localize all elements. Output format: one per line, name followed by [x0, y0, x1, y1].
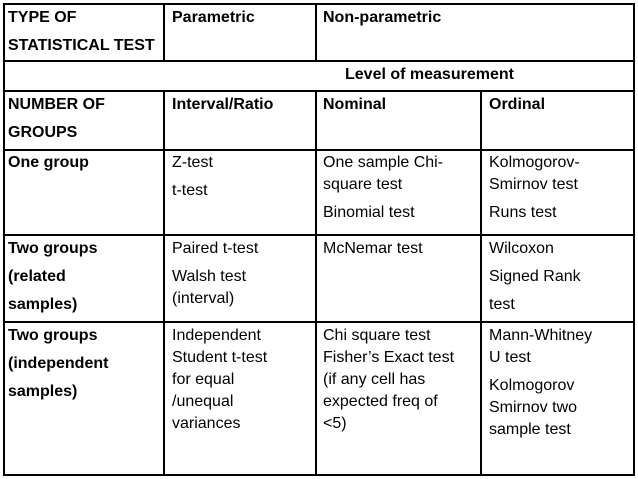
cell-line: McNemar test — [323, 240, 423, 257]
level-of-measurement-label: Level of measurement — [345, 66, 514, 83]
cell-line: One group — [8, 154, 89, 171]
row-divider — [3, 234, 635, 236]
independent-parametric-cell — [172, 325, 267, 435]
cell-line: Z-test — [172, 154, 213, 171]
type-of-test-header — [8, 7, 155, 57]
cell-line: Binomial test — [323, 204, 415, 221]
cell-line: Two groups — [8, 327, 98, 344]
cell-line: square test — [323, 176, 403, 193]
cell-line: Wilcoxon — [489, 240, 554, 257]
one-group-ordinal-cell — [489, 152, 580, 224]
cell-line: (interval) — [172, 290, 235, 307]
independent-ordinal-cell — [489, 325, 592, 441]
cell-line: U test — [489, 349, 531, 366]
cell-line: samples) — [8, 296, 78, 313]
row-divider — [3, 90, 635, 92]
cell-line: Smirnov test — [489, 176, 578, 193]
row-label-two-groups-independent — [8, 325, 108, 403]
nonparametric-header: Non-parametric — [323, 9, 442, 26]
related-nominal-cell — [323, 238, 423, 260]
column-divider — [480, 90, 482, 476]
cell-line: Two groups — [8, 240, 98, 257]
table-border-bottom — [3, 474, 635, 476]
column-divider — [315, 3, 317, 61]
ordinal-header: Ordinal — [489, 96, 546, 113]
header-label-line: STATISTICAL TEST — [8, 37, 155, 54]
cell-line: Kolmogorov — [489, 377, 575, 394]
row-divider — [3, 60, 635, 62]
cell-line: <5) — [323, 415, 347, 432]
cell-line: test — [489, 296, 515, 313]
cell-line: Paired t-test — [172, 240, 259, 257]
related-ordinal-cell — [489, 238, 581, 316]
row-divider — [3, 321, 635, 323]
one-group-nominal-cell — [323, 152, 443, 224]
one-group-parametric-cell — [172, 152, 213, 202]
cell-line: Smirnov two — [489, 399, 578, 416]
cell-line: Signed Rank — [489, 268, 581, 285]
header-label-line: NUMBER OF — [8, 96, 105, 113]
cell-line: (related — [8, 268, 66, 285]
cell-line: Mann-Whitney — [489, 327, 593, 344]
related-parametric-cell — [172, 238, 258, 310]
cell-line: Fisher’s Exact test — [323, 349, 455, 366]
cell-line: Chi square test — [323, 327, 431, 344]
cell-line: Kolmogorov- — [489, 154, 580, 171]
parametric-header: Parametric — [172, 9, 255, 26]
interval-ratio-header: Interval/Ratio — [172, 96, 274, 113]
row-label-one-group — [8, 152, 89, 174]
number-of-groups-header — [8, 94, 105, 144]
cell-line: Walsh test — [172, 268, 247, 285]
cell-line: Student t-test — [172, 349, 268, 366]
cell-line: One sample Chi- — [323, 154, 444, 171]
cell-line: variances — [172, 415, 241, 432]
cell-line: Runs test — [489, 204, 557, 221]
row-divider — [3, 149, 635, 151]
cell-line: (if any cell has — [323, 371, 426, 388]
independent-nominal-cell — [323, 325, 454, 435]
cell-line: expected freq of — [323, 393, 438, 410]
cell-line: samples) — [8, 383, 78, 400]
cell-line: sample test — [489, 421, 571, 438]
cell-line: for equal — [172, 371, 235, 388]
cell-line: /unequal — [172, 393, 234, 410]
row-label-two-groups-related — [8, 238, 97, 316]
header-label-line: TYPE OF — [8, 9, 77, 26]
nominal-header: Nominal — [323, 96, 387, 113]
table-border-right — [633, 3, 635, 476]
column-divider — [163, 90, 165, 476]
column-divider — [163, 3, 165, 61]
column-divider — [315, 90, 317, 476]
header-label-line: GROUPS — [8, 124, 78, 141]
cell-line: Independent — [172, 327, 261, 344]
cell-line: t-test — [172, 182, 208, 199]
table-border-left — [3, 3, 5, 476]
cell-line: (independent — [8, 355, 109, 372]
table-border-top — [3, 3, 635, 5]
